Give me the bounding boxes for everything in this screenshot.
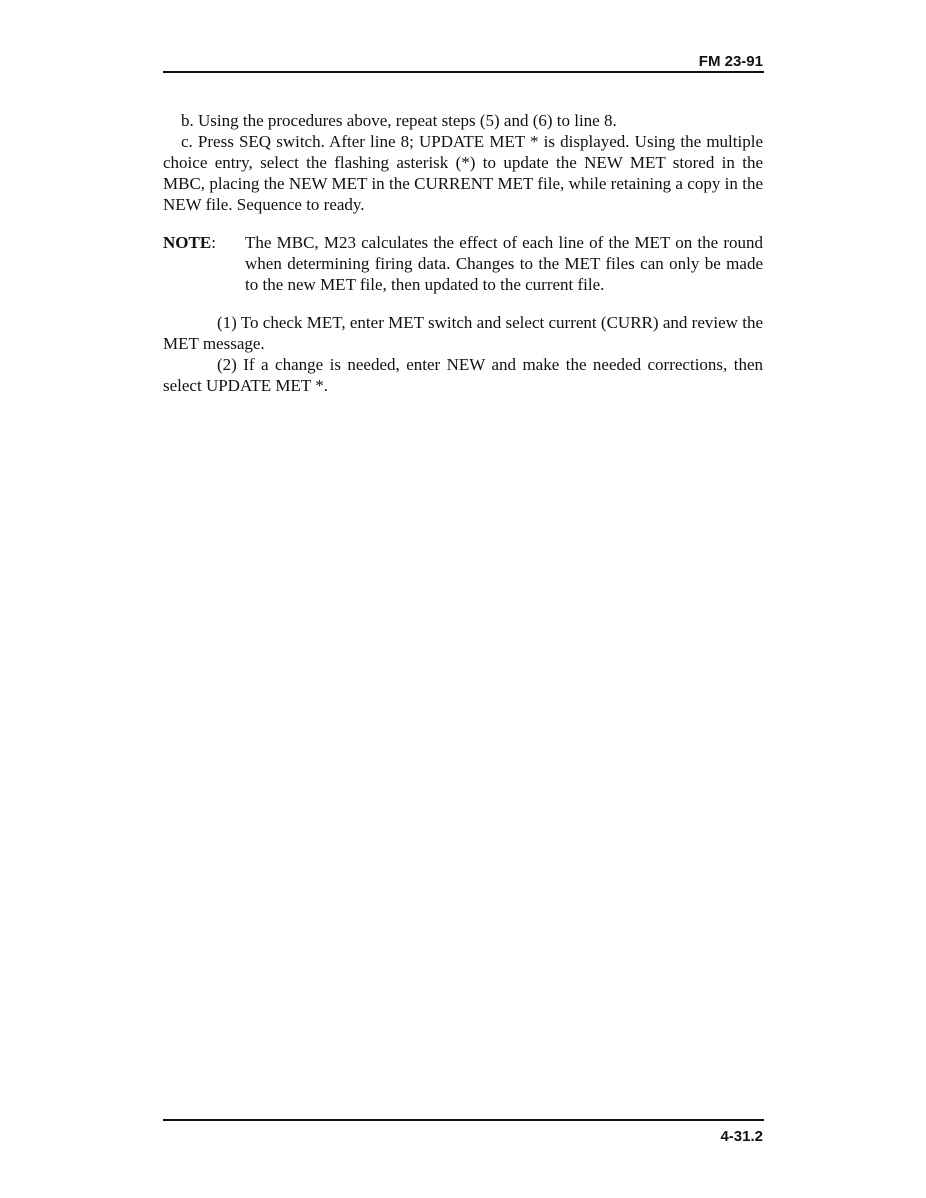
note-text: The MBC, M23 calculates the effect of each line of the MET on the round when determining firing data. Changes to the MET files can only be made to the new MET file, then updated to the current file. [245, 233, 763, 294]
paragraph-c: c. Press SEQ switch. After line 8; UPDATE MET * is displayed. Using the multiple choice entry, select the flashing asterisk (*) to update the NEW MET stored in the MBC, placing the NEW MET in the CURRENT MET file, while retaining a copy in the NEW file. Sequence to ready. [163, 132, 763, 214]
note-label [163, 232, 245, 295]
note-label-colon: : [211, 233, 216, 252]
page-footer [163, 1129, 763, 1149]
note-label-text: NOTE [163, 233, 212, 252]
footer-rule [163, 1119, 764, 1121]
header-rule [163, 71, 764, 73]
page-number: 4-31.2 [720, 1128, 763, 1145]
paragraph-b: b. Using the procedures above, repeat steps (5) and (6) to line 8. [181, 111, 617, 130]
document-id: FM 23-91 [698, 53, 763, 70]
note-block [163, 232, 763, 295]
document-body [163, 110, 763, 396]
step-1: (1) To check MET, enter MET switch and select current (CURR) and review the MET message. [163, 313, 763, 353]
step-2: (2) If a change is needed, enter NEW and make the needed corrections, then select UPDATE MET *. [163, 355, 763, 395]
